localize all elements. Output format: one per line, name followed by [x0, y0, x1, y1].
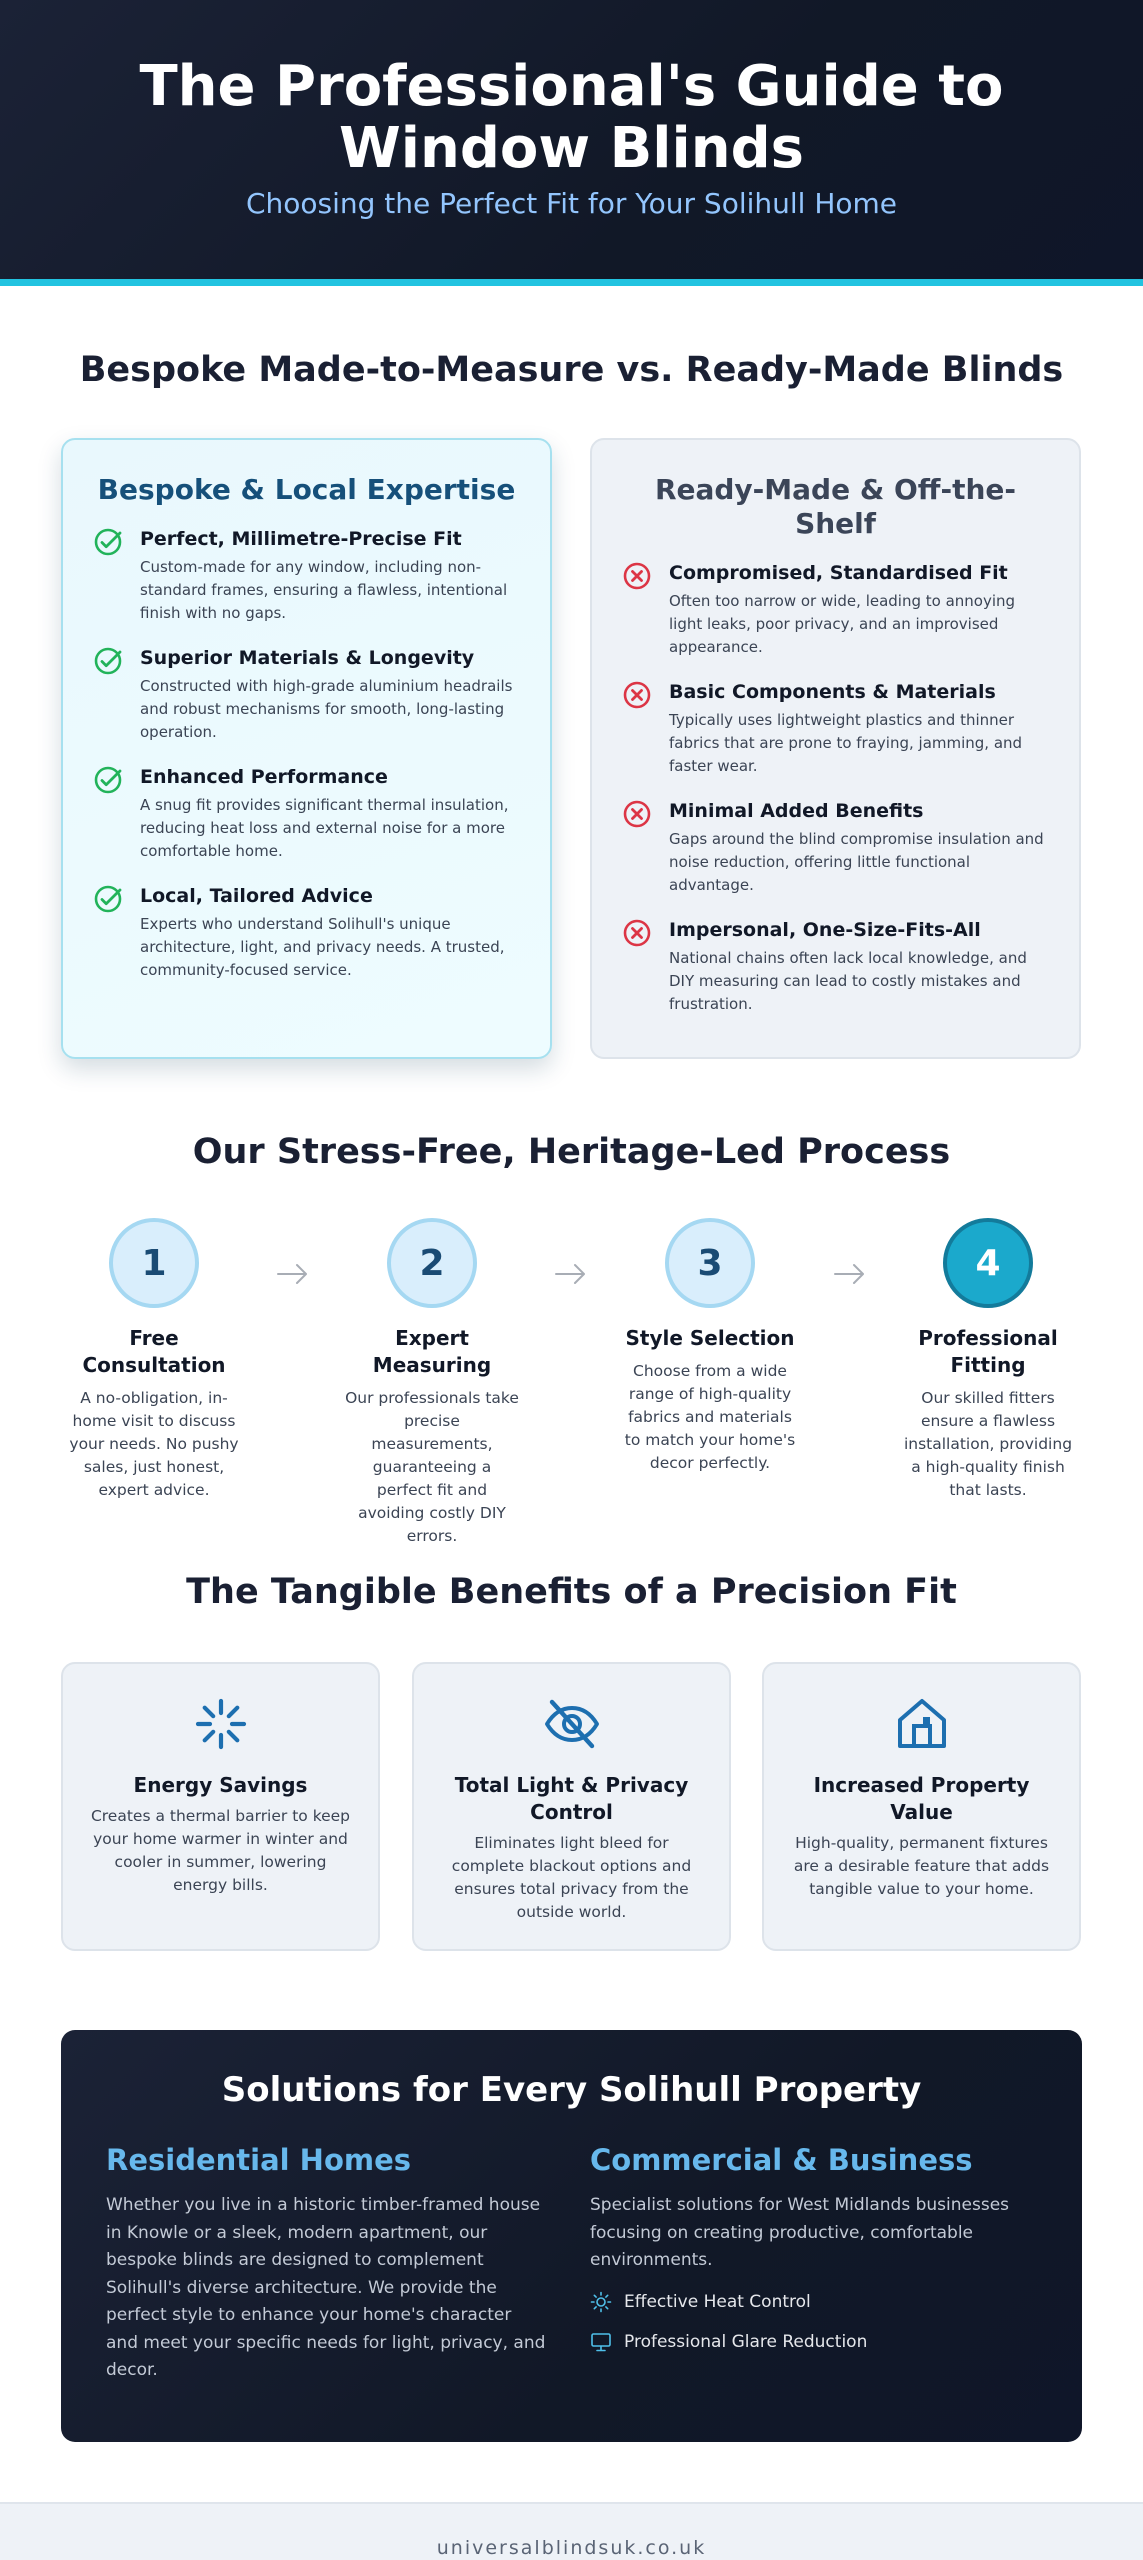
sun-icon — [590, 2291, 612, 2313]
step-desc: Our professionals take precise measurements, guaranteeing a perfect fit and avoiding costly DIY errors. — [345, 1389, 519, 1545]
commercial-column — [590, 2142, 1030, 2353]
bespoke-item-desc: Experts who understand Solihull's unique architecture, light, and privacy needs. A trusted, community-focused service. — [140, 915, 505, 979]
eye-slash-icon — [544, 1696, 600, 1752]
bespoke-item-desc: Constructed with high-grade aluminium headrails and robust mechanisms for smooth, long-lasting operation. — [140, 677, 513, 741]
feature-glare-reduction — [590, 2331, 1030, 2353]
hero-header — [0, 0, 1143, 286]
bespoke-item-title: Superior Materials & Longevity — [140, 647, 475, 669]
ready-made-item-desc: Typically uses lightweight plastics and thinner fabrics that are prone to fraying, jamming, and faster wear. — [669, 711, 1023, 775]
ready-made-item-title: Basic Components & Materials — [669, 681, 996, 703]
benefit-card-value — [762, 1662, 1081, 1951]
footer — [0, 2502, 1143, 2560]
x-circle-icon — [622, 561, 652, 591]
step-title: Professional Fitting — [918, 1326, 1058, 1377]
benefit-desc: Eliminates light bleed for complete blackout options and ensures total privacy from the outside world. — [451, 1834, 692, 1921]
x-circle-icon — [622, 799, 652, 829]
sun-burst-icon — [193, 1696, 249, 1752]
process-step-2 — [337, 1218, 527, 1548]
residential-column — [106, 2142, 546, 2385]
bespoke-item — [93, 646, 520, 744]
bespoke-heading: Bespoke & Local Expertise — [97, 473, 516, 506]
step-number-badge: 1 — [109, 1218, 199, 1308]
ready-made-item-desc: National chains often lack local knowledge, and DIY measuring can lead to costly mistakes and frustration. — [669, 949, 1027, 1013]
feature-label: Professional Glare Reduction — [624, 2331, 868, 2352]
feature-heat-control — [590, 2291, 1030, 2313]
step-title: Style Selection — [625, 1326, 795, 1350]
step-number-badge: 4 — [943, 1218, 1033, 1308]
ready-made-item-title: Compromised, Standardised Fit — [669, 562, 1008, 584]
commercial-heading: Commercial & Business — [590, 2143, 973, 2177]
benefit-card-energy — [61, 1662, 380, 1951]
benefits-title: The Tangible Benefits of a Precision Fit — [186, 1572, 957, 1612]
bespoke-item-desc: Custom-made for any window, including non-standard frames, ensuring a flawless, intentional finish with no gaps. — [140, 558, 508, 622]
page-title: The Professional's Guide to Window Blinds — [139, 54, 1004, 181]
commercial-text: Specialist solutions for West Midlands businesses focusing on creating productive, comfortable environments. — [590, 2195, 1010, 2270]
step-desc: Our skilled fitters ensure a flawless installation, providing a high-quality finish that lasts. — [903, 1389, 1073, 1499]
process-step-4 — [893, 1218, 1083, 1502]
ready-made-item — [622, 799, 1049, 897]
ready-made-item-desc: Often too narrow or wide, leading to annoying light leaks, poor privacy, and an improvised appearance. — [669, 592, 1016, 656]
bespoke-item-title: Perfect, Millimetre-Precise Fit — [140, 528, 462, 550]
residential-heading: Residential Homes — [106, 2143, 412, 2177]
feature-label: Effective Heat Control — [624, 2291, 811, 2312]
benefit-title: Energy Savings — [133, 1773, 308, 1797]
monitor-icon — [590, 2331, 612, 2353]
process-step-3 — [615, 1218, 805, 1475]
bespoke-card — [61, 438, 552, 1059]
arrow-right-icon — [833, 1262, 867, 1286]
comparison-title: Bespoke Made-to-Measure vs. Ready-Made Blinds — [79, 350, 1064, 390]
step-number-badge: 2 — [387, 1218, 477, 1308]
ready-made-item-desc: Gaps around the blind compromise insulation and noise reduction, offering little functional advantage. — [669, 830, 1044, 894]
bespoke-item-title: Local, Tailored Advice — [140, 885, 373, 907]
ready-made-item — [622, 918, 1049, 1016]
ready-made-item-title: Impersonal, One-Size-Fits-All — [669, 919, 981, 941]
benefit-desc: High-quality, permanent fixtures are a desirable feature that adds tangible value to your home. — [793, 1834, 1050, 1898]
arrow-right-icon — [554, 1262, 588, 1286]
bespoke-item — [93, 527, 520, 625]
benefit-title: Total Light & Privacy Control — [454, 1773, 689, 1824]
step-desc: Choose from a wide range of high-quality fabrics and materials to match your home's decor perfectly. — [624, 1362, 796, 1472]
check-circle-icon — [93, 884, 123, 914]
check-circle-icon — [93, 646, 123, 676]
step-number-badge: 3 — [665, 1218, 755, 1308]
ready-made-item — [622, 561, 1049, 659]
bespoke-item — [93, 765, 520, 863]
step-title: Free Consultation — [82, 1326, 226, 1377]
ready-made-item — [622, 680, 1049, 778]
footer-url-link[interactable]: universalblindsuk.co.uk — [436, 2537, 707, 2559]
benefit-desc: Creates a thermal barrier to keep your home warmer in winter and cooler in summer, lowering energy bills. — [90, 1807, 351, 1894]
arrow-right-icon — [276, 1262, 310, 1286]
solutions-panel — [61, 2030, 1082, 2442]
bespoke-item-title: Enhanced Performance — [140, 766, 388, 788]
page-subtitle: Choosing the Perfect Fit for Your Solihull Home — [245, 187, 898, 220]
bespoke-item-desc: A snug fit provides significant thermal insulation, reducing heat loss and external noise for a more comfortable home. — [140, 796, 509, 860]
process-title: Our Stress-Free, Heritage-Led Process — [192, 1132, 951, 1172]
x-circle-icon — [622, 680, 652, 710]
step-title: Expert Measuring — [372, 1326, 492, 1377]
ready-made-heading: Ready-Made & Off-the-Shelf — [654, 473, 1017, 540]
ready-made-item-title: Minimal Added Benefits — [669, 800, 924, 822]
residential-text: Whether you live in a historic timber-framed house in Knowle or a sleek, modern apartment, our bespoke blinds are designed to complement Solihull's diverse architecture. We provide the perfect style to enhance your home's character and meet your specific needs for light, privacy, and decor. — [106, 2195, 546, 2380]
check-circle-icon — [93, 765, 123, 795]
process-step-1 — [59, 1218, 249, 1502]
benefit-title: Increased Property Value — [813, 1773, 1030, 1824]
benefit-card-privacy — [412, 1662, 731, 1951]
ready-made-card — [590, 438, 1081, 1059]
x-circle-icon — [622, 918, 652, 948]
check-circle-icon — [93, 527, 123, 557]
step-desc: A no-obligation, in-home visit to discuss your needs. No pushy sales, just honest, expert advice. — [69, 1389, 239, 1499]
bespoke-item — [93, 884, 520, 982]
house-icon — [894, 1696, 950, 1752]
solutions-title: Solutions for Every Solihull Property — [221, 2070, 922, 2110]
